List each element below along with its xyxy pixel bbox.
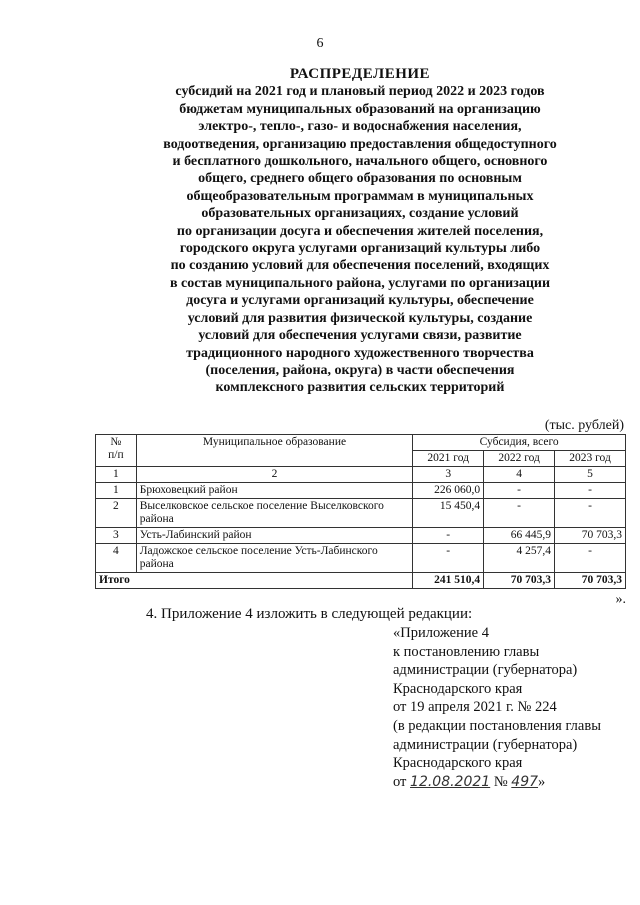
date-number-line	[393, 773, 601, 792]
header-num-bottom: п/п	[108, 449, 124, 461]
appendix-line: Краснодарского края	[393, 755, 523, 772]
appendix-line: администрации (губернатора)	[393, 662, 578, 679]
subsidy-table	[95, 434, 626, 589]
table-row	[96, 483, 626, 499]
index-cell: 5	[555, 467, 626, 483]
row-value-2021: 15 450,4	[413, 499, 484, 528]
total-value-2022: 70 703,3	[484, 573, 555, 589]
title-line: и бесплатного дошкольного, начального общего, основного	[172, 154, 548, 170]
row-value-2023: -	[555, 544, 626, 573]
title-line: комплексного развития сельских территорий	[215, 380, 505, 396]
header-num-top: №	[110, 436, 122, 448]
appendix-line: к постановлению главы	[393, 643, 540, 660]
title-line: в состав муниципального района, услугами по организации	[169, 275, 551, 291]
title-line: досуга и услугами организаций культуры, обеспечение	[186, 293, 534, 309]
row-value-2022: 66 445,9	[484, 528, 555, 544]
title-heading: РАСПРЕДЕЛЕНИЕ	[289, 66, 431, 82]
row-value-2022: -	[484, 483, 555, 499]
row-value-2022: -	[484, 499, 555, 528]
header-year: 2022 год	[484, 451, 555, 467]
title-line: образовательных организациях, создание условий	[201, 206, 519, 222]
title-line: электро-, тепло-, газо- и водоснабжения населения,	[198, 119, 522, 135]
title-line: условий для обеспечения услугами связи, развитие	[198, 328, 522, 344]
row-value-2021: 226 060,0	[413, 483, 484, 499]
row-municipality: Усть-Лабинский район	[136, 528, 413, 544]
title-line: городского округа услугами организаций культуры либо	[179, 241, 541, 257]
row-value-2021: -	[413, 528, 484, 544]
appendix-line: от 19 апреля 2021 г. № 224	[393, 699, 557, 716]
row-value-2021: -	[413, 544, 484, 573]
unit-label: (тыс. рублей)	[544, 418, 624, 433]
row-value-2023: 70 703,3	[555, 528, 626, 544]
appendix-line: Краснодарского края	[393, 680, 523, 697]
title-line: по созданию условий для обеспечения поселений, входящих	[170, 258, 550, 274]
appendix-header	[393, 624, 601, 791]
total-value-2021: 241 510,4	[413, 573, 484, 589]
header-municipality: Муниципальное образование	[136, 435, 413, 467]
title-line: общего, среднего общего образования по основным	[198, 171, 522, 187]
total-value-2023: 70 703,3	[555, 573, 626, 589]
appendix-closing: »	[538, 773, 546, 790]
title-line: по организации досуга и обеспечения жителей поселения,	[176, 223, 544, 239]
document-title	[120, 66, 600, 397]
table-row	[96, 499, 626, 528]
table-row	[96, 544, 626, 573]
table-total-row	[96, 573, 626, 589]
row-value-2023: -	[555, 499, 626, 528]
total-label: Итого	[96, 573, 413, 589]
appendix-line: администрации (губернатора)	[393, 736, 578, 753]
title-line: субсидий на 2021 год и плановый период 2022 и 2023 годов	[175, 84, 545, 100]
header-year: 2021 год	[413, 451, 484, 467]
title-line: традиционного народного художественного творчества	[186, 345, 534, 361]
row-num: 3	[96, 528, 137, 544]
handwritten-number: 497	[511, 773, 539, 790]
row-municipality: Брюховецкий район	[136, 483, 413, 499]
row-num: 4	[96, 544, 137, 573]
row-value-2022: 4 257,4	[484, 544, 555, 573]
title-line: водоотведения, организацию предоставления общедоступного	[163, 136, 557, 152]
header-subsidy-total: Субсидия, всего	[413, 435, 626, 451]
header-year: 2023 год	[555, 451, 626, 467]
row-num: 2	[96, 499, 137, 528]
row-num: 1	[96, 483, 137, 499]
index-cell: 4	[484, 467, 555, 483]
title-line: общеобразовательным программам в муниципальных	[186, 188, 534, 204]
table-header-row	[96, 435, 626, 451]
table-row	[96, 528, 626, 544]
row-municipality: Ладожское сельское поселение Усть-Лабинского района	[136, 544, 413, 573]
number-prefix: №	[493, 773, 508, 790]
index-cell: 1	[96, 467, 137, 483]
title-line: бюджетам муниципальных образований на организацию	[179, 101, 541, 117]
index-cell: 2	[136, 467, 413, 483]
date-prefix: от	[393, 773, 407, 790]
handwritten-date: 12.08.2021	[410, 773, 491, 790]
closing-quote: ».	[615, 592, 626, 607]
title-line: (поселения, района, округа) в части обеспечения	[205, 362, 515, 378]
row-value-2023: -	[555, 483, 626, 499]
appendix-line: (в редакции постановления главы	[393, 717, 601, 734]
header-num	[96, 435, 137, 467]
index-cell: 3	[413, 467, 484, 483]
title-line: условий для развития физической культуры, создание	[187, 310, 533, 326]
paragraph-4: 4. Приложение 4 изложить в следующей редакции:	[146, 606, 473, 622]
table-index-row	[96, 467, 626, 483]
appendix-line: «Приложение 4	[393, 625, 489, 641]
page-number: 6	[316, 36, 324, 51]
row-municipality: Выселковское сельское поселение Выселковского района	[136, 499, 413, 528]
